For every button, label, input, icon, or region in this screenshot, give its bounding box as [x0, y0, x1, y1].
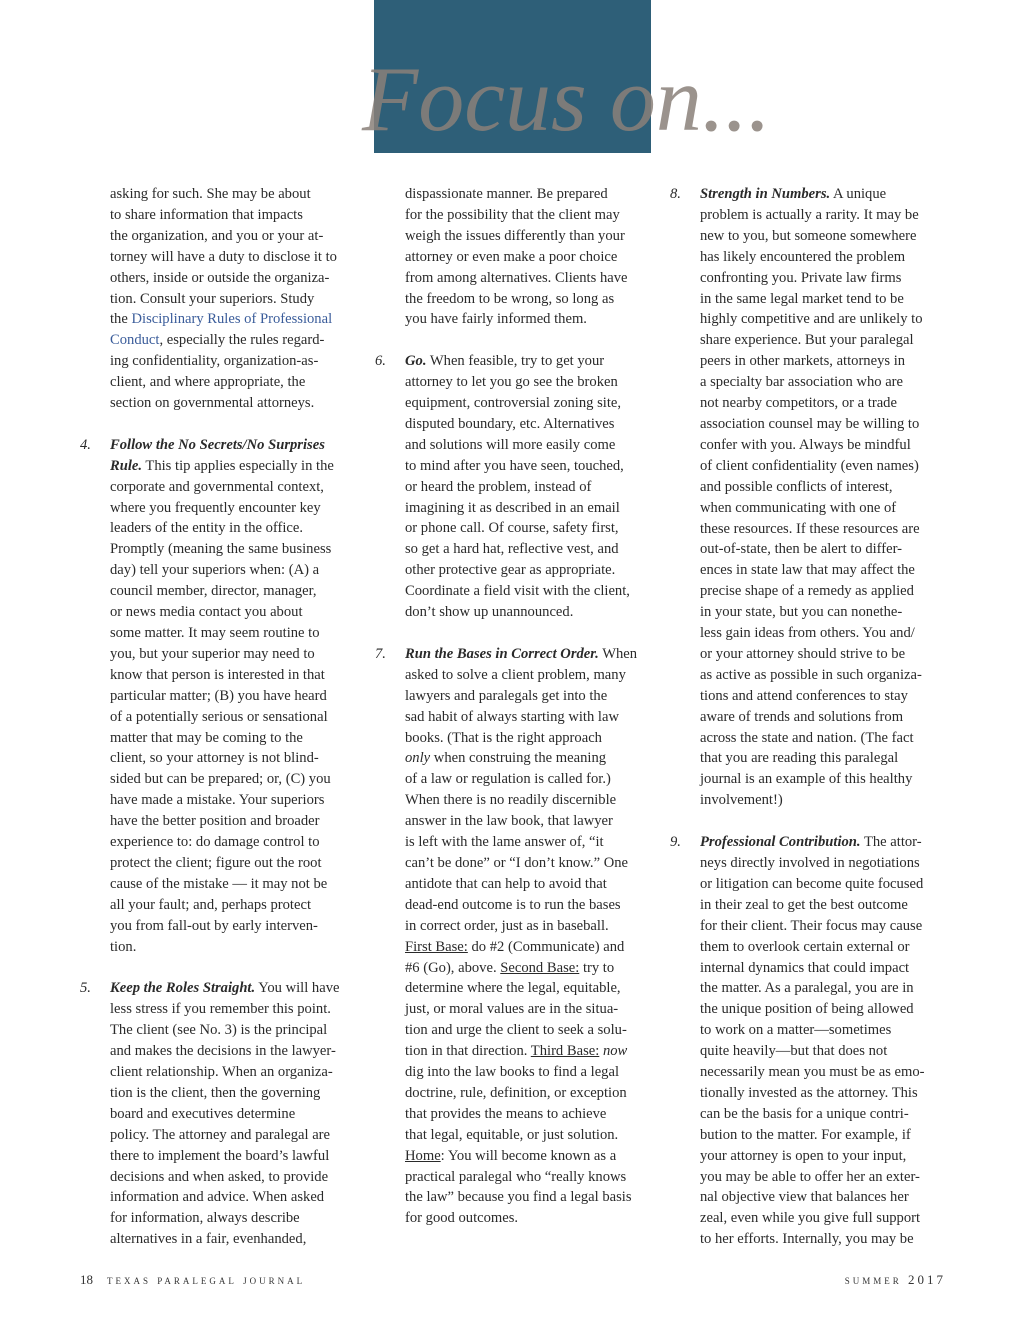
footer-issue: summer 2017: [844, 1272, 946, 1287]
item-title: Keep the Roles Straight.: [110, 980, 256, 997]
text-line: ing confidentiality, organization-as-: [110, 353, 319, 370]
text-line: across the state and nation. (The fact: [700, 729, 914, 746]
item-number: 6.: [375, 353, 386, 370]
text-line: not nearby competitors, or a trade: [700, 395, 897, 412]
text-fragment: : You will become known as a: [440, 1147, 617, 1164]
column-1: [80, 184, 360, 1250]
second-base-label: Second Base:: [500, 959, 580, 976]
text-line: these resources. If these resources are: [700, 520, 920, 537]
text-line: in their zeal to get the best outcome: [700, 896, 908, 913]
text-line: tion and urge the client to seek a solu-: [405, 1022, 627, 1039]
text-line: as active as possible in such organiza-: [700, 666, 922, 683]
list-item-4: [80, 435, 360, 958]
text-line: The client (see No. 3) is the principal: [110, 1022, 328, 1039]
text-line: in correct order, just as in baseball.: [405, 917, 609, 934]
text-line: [110, 978, 360, 999]
text-line: [110, 309, 360, 330]
text-line: involvement!): [700, 792, 783, 809]
text-line: tionally invested as the attorney. This: [700, 1084, 918, 1101]
text-line: journal is an example of this healthy: [700, 771, 913, 788]
text-fragment: when construing the meaning: [430, 750, 607, 767]
journal-name: texas paralegal journal: [107, 1272, 306, 1287]
text-line: nal objective view that balances her: [700, 1189, 909, 1206]
focus-on-initial: Focus on...: [362, 48, 771, 150]
text-line: council member, director, manager,: [110, 583, 317, 600]
text-line: [110, 769, 360, 790]
item-title: Go.: [405, 353, 427, 370]
text-line: leaders of the entity in the office.: [110, 520, 304, 537]
text-line: some matter. It may seem routine to: [110, 625, 320, 642]
text-line: [405, 1146, 655, 1167]
text-line: [110, 686, 360, 707]
text-line: confronting you. Private law firms: [700, 269, 902, 286]
text-line: that you are reading this paralegal: [700, 750, 899, 767]
text-line: or news media contact you about: [110, 604, 303, 621]
text-line: don’t show up unannounced.: [405, 604, 574, 621]
text-line: doctrine, rule, definition, or exception: [405, 1084, 627, 1101]
text-fragment: particular matter; (: [110, 687, 220, 704]
text-line: less stress if you remember this point.: [110, 1001, 331, 1018]
text-line: you may be able to offer her an exter-: [700, 1168, 920, 1185]
column-2: [375, 184, 655, 1229]
text-line: new to you, but someone somewhere: [700, 227, 917, 244]
text-line: protect the client; figure out the root: [110, 854, 322, 871]
text-fragment: #6 (Go), above.: [405, 959, 501, 976]
text-line: there to implement the board’s lawful: [110, 1147, 330, 1164]
focus-on-title: [330, 48, 771, 172]
text-line: [405, 937, 655, 958]
text-line: or phone call. Of course, safety first,: [405, 520, 619, 537]
page-number: 18: [80, 1272, 93, 1287]
text-line: [110, 560, 360, 581]
first-base-label: First Base:: [405, 938, 468, 955]
text-fragment: day) tell your superiors when: (: [110, 562, 294, 579]
item-number: 7.: [375, 645, 386, 662]
text-line: from among alternatives. Clients have: [405, 269, 628, 286]
item-number: 8.: [670, 186, 681, 202]
text-line: experience to: do damage control to: [110, 834, 320, 851]
text-line: problem is actually a rarity. It may be: [700, 206, 919, 223]
emphasis-now: now: [599, 1043, 628, 1060]
text-line: neys directly involved in negotiations: [700, 854, 920, 871]
text-line: have the better position and broader: [110, 813, 320, 830]
text-line: ences in state law that may affect the: [700, 562, 915, 579]
text-line: or your attorney should strive to be: [700, 645, 906, 662]
text-line: bution to the matter. For example, if: [700, 1126, 911, 1143]
text-line: for good outcomes.: [405, 1210, 519, 1227]
text-line: [405, 351, 655, 372]
text-line: answer in the law book, that lawyer: [405, 813, 613, 830]
text-fragment: sided but can be prepared; or, (: [110, 771, 291, 788]
text-line: corporate and governmental context,: [110, 478, 324, 495]
text-line: [405, 1041, 655, 1062]
text-line: quite heavily—but that does not: [700, 1043, 888, 1060]
text-line: tion.: [110, 938, 137, 955]
text-fragment: ) you have heard: [229, 687, 327, 704]
text-line: disputed boundary, etc. Alternatives: [405, 415, 615, 432]
text-line: a specialty bar association who are: [700, 374, 904, 391]
text-line: zeal, even while you give full support: [700, 1210, 921, 1227]
text-line: attorney to let you go see the broken: [405, 374, 618, 391]
text-line: Coordinate a field visit with the client,: [405, 583, 630, 600]
text-line: asking for such. She may be about: [110, 186, 311, 202]
text-line: [110, 330, 360, 351]
text-line: tion is the client, then the governing: [110, 1084, 321, 1101]
text-line: dig into the law books to find a legal: [405, 1064, 620, 1081]
text-line: practical paralegal who “really knows: [405, 1168, 627, 1185]
item-title: Strength in Numbers.: [700, 186, 831, 202]
text-line: lawyers and paralegals get into the: [405, 687, 608, 704]
text-line: information and advice. When asked: [110, 1189, 325, 1206]
text-line: or heard the problem, instead of: [405, 478, 592, 495]
text-line: and possible conflicts of interest,: [700, 478, 893, 495]
list-item-6: [375, 351, 655, 623]
text-line: imagining it as described in an email: [405, 499, 620, 516]
text-line: asked to solve a client problem, many: [405, 666, 626, 683]
letter-a: A: [293, 562, 305, 579]
footer-left: [80, 1272, 305, 1288]
text-line: all your fault; and, perhaps protect: [110, 896, 311, 913]
text-line: weigh the issues differently than your: [405, 227, 625, 244]
text-line: that provides the means to achieve: [405, 1105, 607, 1122]
text-line: and makes the decisions in the lawyer-: [110, 1043, 336, 1060]
text-line: other protective gear as appropriate.: [405, 562, 616, 579]
text-line: peers in other markets, attorneys in: [700, 353, 906, 370]
text-line: books. (That is the right approach: [405, 729, 602, 746]
text-line: equipment, controversial zoning site,: [405, 395, 622, 412]
text-line: has likely encountered the problem: [700, 248, 906, 265]
text-line: the organization, and you or your at-: [110, 227, 324, 244]
letter-b: B: [219, 687, 230, 704]
text-line: your attorney is open to your input,: [700, 1147, 907, 1164]
text-line: you from fall-out by early interven-: [110, 917, 318, 934]
text-line: for information, always describe: [110, 1210, 300, 1227]
text-line: can’t be done” or “I don’t know.” One: [405, 854, 629, 871]
text-line: sad habit of always starting with law: [405, 708, 619, 725]
disciplinary-rules-link[interactable]: Disciplinary Rules of Professional: [131, 311, 333, 328]
text-line: policy. The attorney and paralegal are: [110, 1126, 331, 1143]
text-line: section on governmental attorneys.: [110, 395, 315, 412]
text-line: determine where the legal, equitable,: [405, 980, 621, 997]
text-line: and solutions will more easily come: [405, 436, 616, 453]
text-line: for the possibility that the client may: [405, 206, 620, 223]
text-line: you, but your superior may need to: [110, 645, 315, 662]
text-line: when communicating with one of: [700, 499, 897, 516]
list-item-8: [670, 184, 950, 811]
item-title-continued: Rule.: [110, 457, 143, 474]
text-line: necessarily mean you must be as emo-: [700, 1064, 925, 1081]
text-line: client, so your attorney is not blind-: [110, 750, 319, 767]
text-line: [405, 748, 655, 769]
text-line: [405, 958, 655, 979]
text-line: [700, 832, 950, 853]
item-title: Run the Bases in Correct Order.: [405, 645, 599, 662]
text-line: [405, 644, 655, 665]
text-fragment: do #2 (Communicate) and: [467, 938, 625, 955]
text-fragment: ) a: [304, 562, 320, 579]
text-line: aware of trends and solutions from: [700, 708, 904, 725]
text-line: torney will have a duty to disclose it to: [110, 248, 337, 265]
text-line: to work on a matter—sometimes: [700, 1022, 892, 1039]
text-line: the unique position of being allowed: [700, 1001, 914, 1018]
text-line: know that person is interested in that: [110, 666, 325, 683]
text-line: board and executives determine: [110, 1105, 296, 1122]
text-fragment: When: [598, 645, 638, 662]
text-line: tion. Consult your superiors. Study: [110, 290, 315, 307]
text-line: decisions and when asked, to provide: [110, 1168, 329, 1185]
text-line: When there is no readily discernible: [405, 792, 617, 809]
text-fragment: The attor-: [860, 834, 922, 851]
text-line: dispassionate manner. Be prepared: [405, 186, 608, 202]
disciplinary-rules-link-continued[interactable]: Conduct: [110, 332, 160, 349]
text-fragment: You will have: [255, 980, 340, 997]
item-number: 5.: [80, 980, 91, 997]
text-fragment: , especially the rules regard-: [159, 332, 325, 349]
text-line: client, and where appropriate, the: [110, 374, 306, 391]
text-fragment: When feasible, try to get your: [426, 353, 605, 370]
text-line: share experience. But your paralegal: [700, 332, 914, 349]
text-line: to share information that impacts: [110, 206, 303, 223]
text-line: the law” because you find a legal basis: [405, 1189, 632, 1206]
emphasis-only: only: [405, 750, 431, 767]
text-line: for their client. Their focus may cause: [700, 917, 923, 934]
text-line: cause of the mistake — it may not be: [110, 875, 328, 892]
item-title: Professional Contribution.: [700, 834, 861, 851]
text-line: highly competitive and are unlikely to: [700, 311, 923, 328]
text-line: [700, 184, 950, 205]
text-line: in your state, but you can nonethe-: [700, 604, 903, 621]
text-line: have made a mistake. Your superiors: [110, 792, 325, 809]
text-line: attorney or even make a poor choice: [405, 248, 618, 265]
text-line: confer with you. Always be mindful: [700, 436, 911, 453]
text-line: tions and attend conferences to stay: [700, 687, 908, 704]
text-line: the matter. As a paralegal, you are in: [700, 980, 914, 997]
text-fragment: A unique: [830, 186, 887, 202]
text-line: out-of-state, then be alert to differ-: [700, 541, 903, 558]
text-line: just, or moral values are in the situa-: [405, 1001, 619, 1018]
text-line: you have fairly informed them.: [405, 311, 587, 328]
text-line: so get a hard hat, reflective vest, and: [405, 541, 619, 558]
list-item-5: [80, 978, 360, 1250]
text-line: where you frequently encounter key: [110, 499, 321, 516]
list-item-9: [670, 832, 950, 1250]
text-line: is left with the lame answer of, “it: [405, 834, 604, 851]
text-line: to her efforts. Internally, you may be: [700, 1231, 914, 1248]
text-line: internal dynamics that could impact: [700, 959, 910, 976]
text-line: others, inside or outside the organiza-: [110, 269, 330, 286]
text-line: association counsel may be willing to: [700, 415, 920, 432]
text-line: of a law or regulation is called for.): [405, 771, 611, 788]
text-fragment: try to: [579, 959, 615, 976]
item-title: Follow the No Secrets/No Surprises: [110, 436, 325, 453]
text-line: alternatives in a fair, evenhanded,: [110, 1231, 307, 1248]
text-line: less gain ideas from others. You and/: [700, 625, 915, 642]
text-line: in the same legal market tend to be: [700, 290, 904, 307]
text-line: the freedom to be wrong, so long as: [405, 290, 615, 307]
column-3: [670, 184, 950, 1250]
item-number: 9.: [670, 834, 681, 851]
text-line: Promptly (meaning the same business: [110, 541, 332, 558]
text-fragment: This tip applies especially in the: [142, 457, 334, 474]
text-line: them to overlook certain external or: [700, 938, 910, 955]
item-number: 4.: [80, 436, 91, 453]
text-line: precise shape of a remedy as applied: [700, 583, 914, 600]
letter-c: C: [290, 771, 301, 788]
text-line: client relationship. When an organiza-: [110, 1064, 333, 1081]
text-line: dead-end outcome is to run the bases: [405, 896, 621, 913]
text-line: matter that may be coming to the: [110, 729, 303, 746]
third-base-label: Third Base:: [530, 1043, 600, 1060]
text-fragment: the: [110, 311, 132, 328]
text-line: of client confidentiality (even names): [700, 457, 919, 474]
list-item-7: [375, 644, 655, 1229]
text-line: or litigation can become quite focused: [700, 875, 924, 892]
home-label: Home: [405, 1147, 441, 1164]
text-line: [110, 456, 360, 477]
text-fragment: ) you: [300, 771, 331, 788]
text-line: of a potentially serious or sensational: [110, 708, 328, 725]
text-line: can be the basis for a unique contri-: [700, 1105, 909, 1122]
text-line: antidote that can help to avoid that: [405, 875, 607, 892]
text-line: to mind after you have seen, touched,: [405, 457, 624, 474]
text-fragment: tion in that direction.: [405, 1043, 531, 1060]
text-line: that legal, equitable, or just solution.: [405, 1126, 619, 1143]
